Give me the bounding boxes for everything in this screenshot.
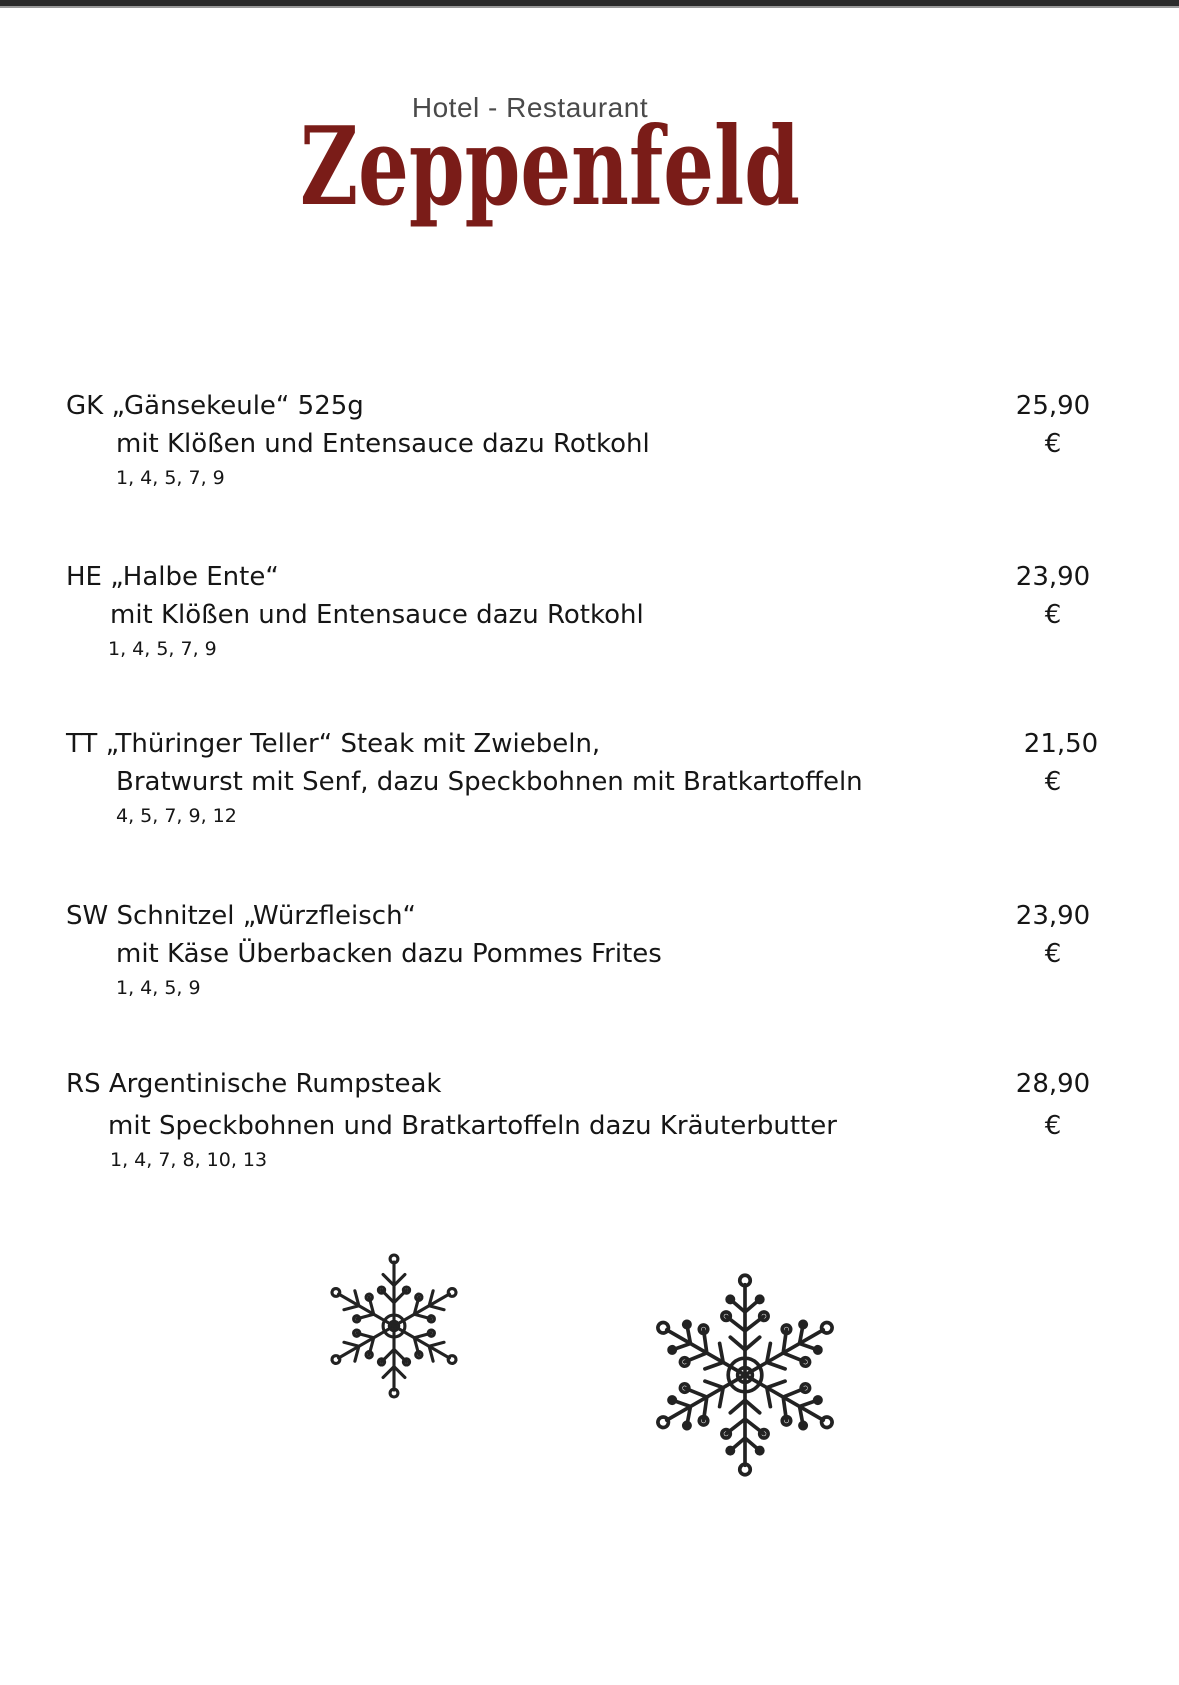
dish-description: mit Klößen und Entensauce dazu Rotkohl [110, 600, 644, 630]
allergen-codes: 4, 5, 7, 9, 12 [116, 805, 237, 827]
logo-subtitle: Hotel - Restaurant [411, 92, 649, 123]
menu-item [66, 725, 1116, 831]
dish-description: mit Speckbohnen und Bratkartoffeln dazu Kräuterbutter [108, 1111, 837, 1141]
dish-name: GK „Gänsekeule“ 525g [66, 391, 364, 421]
snowflake-icon [640, 1270, 850, 1480]
dish-description: mit Klößen und Entensauce dazu Rotkohl [116, 429, 650, 459]
brand-name: Zeppenfeld [300, 112, 800, 230]
dish-description: Bratwurst mit Senf, dazu Speckbohnen mit Bratkartoffeln [116, 767, 863, 797]
menu-item [66, 558, 1116, 664]
price: 25,90 [1015, 391, 1091, 421]
top-border [0, 0, 1179, 6]
price: 21,50 [1023, 729, 1099, 759]
menu-item [66, 897, 1116, 1003]
allergen-codes: 1, 4, 5, 7, 9 [116, 467, 225, 489]
dish-name: TT „Thüringer Teller“ Steak mit Zwiebeln, [66, 729, 601, 759]
menu-item [66, 1065, 1116, 1175]
price: 23,90 [1015, 562, 1091, 592]
price: 28,90 [1015, 1069, 1091, 1099]
allergen-codes: 1, 4, 5, 7, 9 [108, 638, 217, 660]
menu-item [66, 387, 1116, 493]
currency: € [1044, 600, 1062, 630]
snowflake-icon [312, 1248, 476, 1404]
currency: € [1044, 429, 1062, 459]
currency: € [1044, 767, 1062, 797]
currency: € [1044, 1111, 1062, 1141]
logo [300, 92, 860, 242]
allergen-codes: 1, 4, 7, 8, 10, 13 [110, 1149, 268, 1171]
dish-name: SW Schnitzel „Würzfleisch“ [66, 901, 417, 931]
dish-name: RS Argentinische Rumpsteak [66, 1069, 442, 1099]
currency: € [1044, 939, 1062, 969]
dish-description: mit Käse Überbacken dazu Pommes Frites [116, 939, 662, 969]
dish-name: HE „Halbe Ente“ [66, 562, 279, 592]
allergen-codes: 1, 4, 5, 9 [116, 977, 201, 999]
logo-wordmark [300, 112, 860, 242]
price: 23,90 [1015, 901, 1091, 931]
